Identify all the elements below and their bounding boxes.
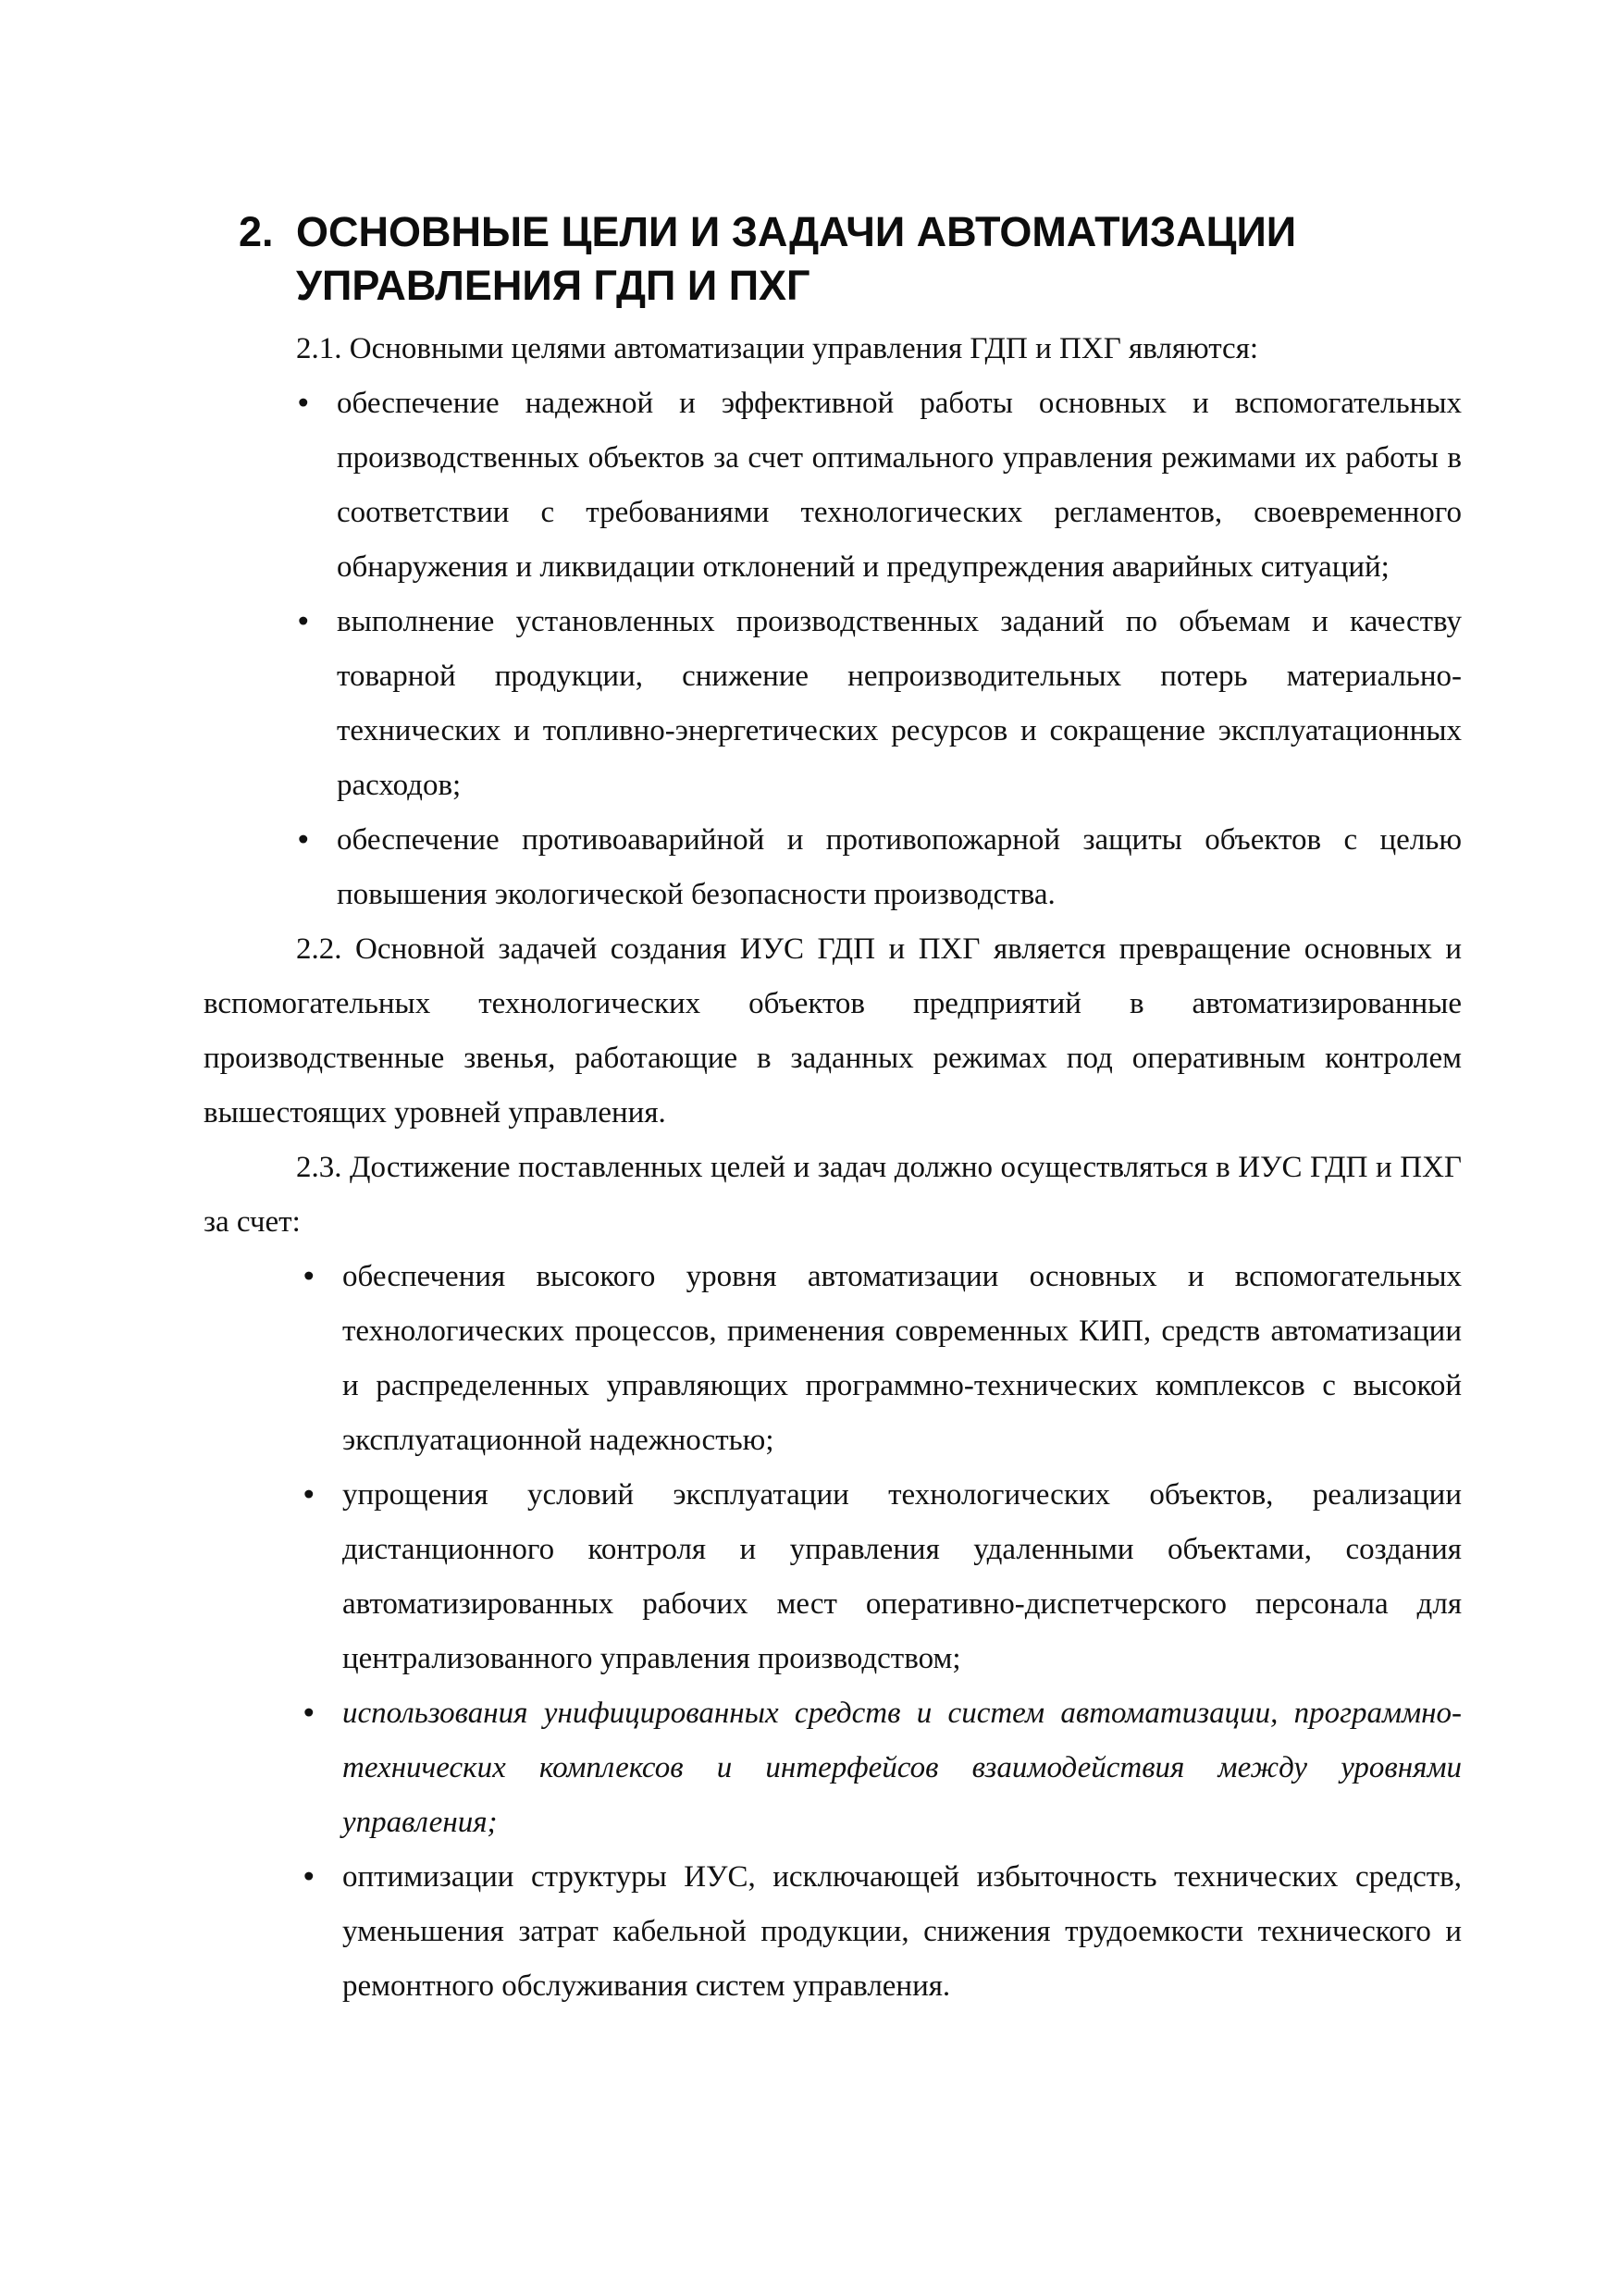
section-title: ОСНОВНЫЕ ЦЕЛИ И ЗАДАЧИ АВТОМАТИЗАЦИИ УПРАВЛЕНИЯ ГДП И ПХГ [296, 208, 1297, 309]
document-body [204, 322, 1462, 2014]
bullet-icon: • [303, 1860, 315, 1894]
paragraph-2-1: 2.1. Основными целями автоматизации управления ГДП и ПХГ являются: [296, 332, 1259, 365]
means-item-1 [204, 1250, 1462, 1468]
means-list [204, 1250, 1462, 2014]
means-text-2: упрощения условий эксплуатации технологических объектов, реализации дистанционного контроля и управления удаленными объектами, создания автоматизированных рабочих мест оперативно-диспетчерского персонала для централизованного управления производством; [342, 1478, 1462, 1675]
goal-item-1 [204, 376, 1462, 595]
means-item-2 [204, 1468, 1462, 1686]
goals-list [204, 376, 1462, 922]
bullet-icon: • [303, 1478, 315, 1512]
paragraph-2-2 [204, 922, 1462, 1141]
paragraph-2-2-text: 2.2. Основной задачей создания ИУС ГДП и ПХГ является превращение основных и вспомогательных технологических объектов предприятий в автоматизированные производственные звенья, работающие в заданных режимах под оперативным контролем вышестоящих уровней управления. [204, 932, 1462, 1129]
goal-text-2: выполнение установленных производственных заданий по объемам и качеству товарной продукции, снижение непроизводительных потерь материально-технических и топливно-энергетических ресурсов и сокращение эксплуатационных расходов; [337, 605, 1462, 802]
paragraph-2-3-text: 2.3. Достижение поставленных целей и задач должно осуществляться в ИУС ГДП и ПХГ за счет: [204, 1151, 1462, 1239]
means-text-1: обеспечения высокого уровня автоматизации основных и вспомогательных технологических процессов, применения современных КИП, средств автоматизации и распределенных управляющих программно-технических комплексов с высокой эксплуатационной надежностью; [342, 1260, 1462, 1457]
bullet-icon: • [298, 605, 309, 638]
goal-item-3 [204, 813, 1462, 922]
means-text-3: использования унифицированных средств и систем автоматизации, программно-технических комплексов и интерфейсов взаимодействия между уровнями управления; [342, 1697, 1462, 1839]
bullet-icon: • [303, 1260, 315, 1293]
means-item-4 [204, 1850, 1462, 2014]
means-item-3 [204, 1686, 1462, 1850]
bullet-icon: • [298, 387, 309, 420]
goal-item-2 [204, 595, 1462, 813]
paragraph-2-3 [204, 1141, 1462, 1250]
goal-text-1: обеспечение надежной и эффективной работы основных и вспомогательных производственных объектов за счет оптимального управления режимами их работы в соответствии с требованиями технологических регламентов, своевременного обнаружения и ликвидации отклонений и предупреждения аварийных ситуаций; [337, 387, 1462, 584]
section-number: 2. [239, 208, 274, 255]
bullet-icon: • [303, 1697, 315, 1730]
goal-text-3: обеспечение противоаварийной и противопожарной защиты объектов с целью повышения экологической безопасности производства. [337, 823, 1462, 911]
means-text-4: оптимизации структуры ИУС, исключающей избыточность технических средств, уменьшения затрат кабельной продукции, снижения трудоемкости технического и ремонтного обслуживания систем управления. [342, 1860, 1462, 2003]
bullet-icon: • [298, 823, 309, 857]
